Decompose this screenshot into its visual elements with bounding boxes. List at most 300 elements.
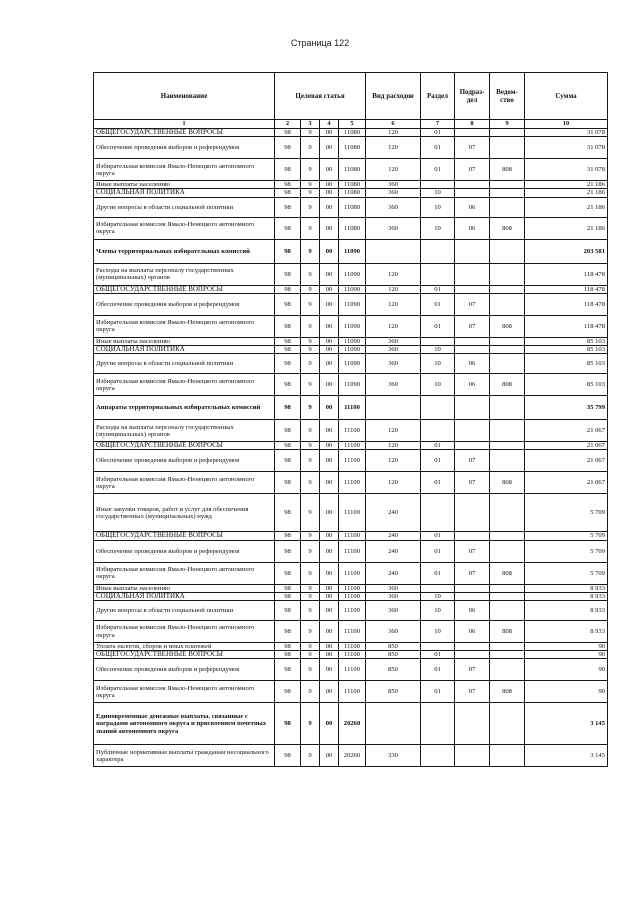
subsection-code <box>455 703 490 745</box>
section-code: 10 <box>421 601 455 621</box>
subsection-code <box>455 584 490 592</box>
subprogram-code: 9 <box>301 315 320 337</box>
department-code <box>490 197 525 217</box>
row-name: ОБЩЕГОСУДАРСТВЕННЫЕ ВОПРОСЫ <box>94 285 275 293</box>
row-name: ОБЩЕГОСУДАРСТВЕННЫЕ ВОПРОСЫ <box>94 651 275 659</box>
table-row <box>94 450 608 472</box>
direction-code: 11090 <box>339 346 366 354</box>
direction-code: 11100 <box>339 681 366 703</box>
department-code <box>490 263 525 285</box>
table-row <box>94 621 608 643</box>
department-code <box>490 584 525 592</box>
amount-value: 31 078 <box>525 159 608 181</box>
subprogram-code: 9 <box>301 745 320 767</box>
main-event-code: 00 <box>320 137 339 159</box>
department-code <box>490 651 525 659</box>
amount-value: 90 <box>525 651 608 659</box>
expense-type-code: 850 <box>366 643 421 651</box>
amount-value: 90 <box>525 643 608 651</box>
expense-type-code: 360 <box>366 592 421 600</box>
program-code: 98 <box>275 263 301 285</box>
subsection-code: 06 <box>455 621 490 643</box>
department-code <box>490 643 525 651</box>
main-event-code: 00 <box>320 239 339 263</box>
section-code <box>421 643 455 651</box>
subsection-code: 07 <box>455 315 490 337</box>
program-code: 98 <box>275 592 301 600</box>
subprogram-code: 9 <box>301 472 320 494</box>
department-code: 808 <box>490 562 525 584</box>
direction-code: 11100 <box>339 621 366 643</box>
row-name: Аппараты территориальных избирательных комиссий <box>94 396 275 420</box>
program-code: 98 <box>275 293 301 315</box>
table-row <box>94 263 608 285</box>
header-name: Наименование <box>94 73 275 120</box>
main-event-code: 00 <box>320 189 339 197</box>
table-row <box>94 745 608 767</box>
expense-type-code: 360 <box>366 374 421 396</box>
department-code <box>490 354 525 374</box>
subsection-code <box>455 643 490 651</box>
amount-value: 118 478 <box>525 293 608 315</box>
section-code: 01 <box>421 450 455 472</box>
direction-code: 11100 <box>339 450 366 472</box>
expense-type-code: 360 <box>366 337 421 345</box>
subprogram-code: 9 <box>301 651 320 659</box>
section-code: 10 <box>421 346 455 354</box>
main-event-code: 00 <box>320 293 339 315</box>
row-name: Обеспечение проведения выборов и референдумов <box>94 540 275 562</box>
row-name: Обеспечение проведения выборов и референдумов <box>94 659 275 681</box>
amount-value: 21 186 <box>525 217 608 239</box>
subsection-code <box>455 239 490 263</box>
department-code: 808 <box>490 159 525 181</box>
subsection-code <box>455 181 490 189</box>
row-name: ОБЩЕГОСУДАРСТВЕННЫЕ ВОПРОСЫ <box>94 129 275 137</box>
expense-type-code: 360 <box>366 584 421 592</box>
section-code <box>421 337 455 345</box>
section-code: 10 <box>421 354 455 374</box>
amount-value: 21 067 <box>525 420 608 442</box>
table-row <box>94 293 608 315</box>
subsection-code: 06 <box>455 354 490 374</box>
expense-type-code: 360 <box>366 197 421 217</box>
table-row <box>94 494 608 532</box>
direction-code: 20260 <box>339 703 366 745</box>
subsection-code: 06 <box>455 374 490 396</box>
column-number: 6 <box>366 120 421 129</box>
header-department: Ведом- ство <box>490 73 525 120</box>
expense-type-code: 360 <box>366 601 421 621</box>
column-number: 2 <box>275 120 301 129</box>
column-number: 7 <box>421 120 455 129</box>
department-code <box>490 189 525 197</box>
row-name: СОЦИАЛЬНАЯ ПОЛИТИКА <box>94 189 275 197</box>
expense-type-code: 360 <box>366 354 421 374</box>
subprogram-code: 9 <box>301 217 320 239</box>
table-row <box>94 562 608 584</box>
amount-value: 90 <box>525 659 608 681</box>
expense-type-code: 120 <box>366 450 421 472</box>
direction-code: 11090 <box>339 315 366 337</box>
row-name: Избирательная комиссия Ямало-Ненецкого автономного округа <box>94 159 275 181</box>
program-code: 98 <box>275 651 301 659</box>
department-code: 808 <box>490 621 525 643</box>
expense-type-code: 360 <box>366 189 421 197</box>
program-code: 98 <box>275 584 301 592</box>
main-event-code: 00 <box>320 197 339 217</box>
section-code: 10 <box>421 592 455 600</box>
direction-code: 11090 <box>339 263 366 285</box>
subprogram-code: 9 <box>301 532 320 540</box>
amount-value: 21 067 <box>525 450 608 472</box>
direction-code: 11100 <box>339 494 366 532</box>
row-name: Другие вопросы в области социальной политики <box>94 197 275 217</box>
section-code: 10 <box>421 189 455 197</box>
main-event-code: 00 <box>320 129 339 137</box>
main-event-code: 00 <box>320 621 339 643</box>
program-code: 98 <box>275 315 301 337</box>
program-code: 98 <box>275 601 301 621</box>
subprogram-code: 9 <box>301 420 320 442</box>
table-row <box>94 129 608 137</box>
subprogram-code: 9 <box>301 285 320 293</box>
expense-type-code: 120 <box>366 442 421 450</box>
table-header-row <box>94 73 608 120</box>
section-code: 01 <box>421 532 455 540</box>
main-event-code: 00 <box>320 703 339 745</box>
department-code <box>490 337 525 345</box>
subsection-code <box>455 420 490 442</box>
main-event-code: 00 <box>320 532 339 540</box>
row-name: Избирательная комиссия Ямало-Ненецкого автономного округа <box>94 562 275 584</box>
main-event-code: 00 <box>320 643 339 651</box>
section-code <box>421 745 455 767</box>
subsection-code <box>455 129 490 137</box>
amount-value: 8 933 <box>525 601 608 621</box>
main-event-code: 00 <box>320 681 339 703</box>
program-code: 98 <box>275 189 301 197</box>
row-name: Члены территориальных избирательных комиссий <box>94 239 275 263</box>
subprogram-code: 9 <box>301 592 320 600</box>
table-row <box>94 540 608 562</box>
subprogram-code: 9 <box>301 197 320 217</box>
amount-value: 85 103 <box>525 337 608 345</box>
table-row <box>94 337 608 345</box>
direction-code: 11080 <box>339 159 366 181</box>
direction-code: 11100 <box>339 659 366 681</box>
program-code: 98 <box>275 442 301 450</box>
main-event-code: 00 <box>320 659 339 681</box>
expense-type-code: 360 <box>366 217 421 239</box>
main-event-code: 00 <box>320 494 339 532</box>
table-row <box>94 681 608 703</box>
subsection-code <box>455 337 490 345</box>
expense-type-code: 360 <box>366 346 421 354</box>
amount-value: 5 709 <box>525 540 608 562</box>
program-code: 98 <box>275 396 301 420</box>
amount-value: 21 186 <box>525 189 608 197</box>
header-subsection: Подраз- дел <box>455 73 490 120</box>
expense-type-code: 850 <box>366 659 421 681</box>
subsection-code: 07 <box>455 659 490 681</box>
department-code <box>490 592 525 600</box>
table-row <box>94 659 608 681</box>
department-code: 808 <box>490 374 525 396</box>
expense-type-code: 120 <box>366 315 421 337</box>
subsection-code <box>455 189 490 197</box>
subprogram-code: 9 <box>301 659 320 681</box>
subsection-code <box>455 494 490 532</box>
amount-value: 118 478 <box>525 263 608 285</box>
subsection-code: 07 <box>455 137 490 159</box>
amount-value: 35 799 <box>525 396 608 420</box>
table-row <box>94 354 608 374</box>
table-row <box>94 420 608 442</box>
direction-code: 11100 <box>339 532 366 540</box>
subprogram-code: 9 <box>301 181 320 189</box>
direction-code: 11080 <box>339 181 366 189</box>
department-code <box>490 540 525 562</box>
table-row <box>94 217 608 239</box>
table-row <box>94 239 608 263</box>
subsection-code <box>455 651 490 659</box>
amount-value: 8 933 <box>525 584 608 592</box>
main-event-code: 00 <box>320 420 339 442</box>
row-name: Другие вопросы в области социальной политики <box>94 601 275 621</box>
main-event-code: 00 <box>320 584 339 592</box>
direction-code: 11100 <box>339 540 366 562</box>
table-row <box>94 643 608 651</box>
main-event-code: 00 <box>320 601 339 621</box>
table-row <box>94 532 608 540</box>
table-row <box>94 651 608 659</box>
row-name: Иные выплаты населению <box>94 337 275 345</box>
section-code: 01 <box>421 293 455 315</box>
program-code: 98 <box>275 703 301 745</box>
table-row <box>94 703 608 745</box>
expense-type-code <box>366 239 421 263</box>
program-code: 98 <box>275 374 301 396</box>
department-code <box>490 420 525 442</box>
subprogram-code: 9 <box>301 346 320 354</box>
subprogram-code: 9 <box>301 189 320 197</box>
program-code: 98 <box>275 472 301 494</box>
subsection-code: 07 <box>455 472 490 494</box>
program-code: 98 <box>275 659 301 681</box>
department-code <box>490 703 525 745</box>
subsection-code: 07 <box>455 159 490 181</box>
subprogram-code: 9 <box>301 643 320 651</box>
row-name: Иные закупки товаров, работ и услуг для обеспечения государственных (муниципальных) нужд <box>94 494 275 532</box>
direction-code: 11080 <box>339 217 366 239</box>
main-event-code: 00 <box>320 285 339 293</box>
expense-type-code: 850 <box>366 681 421 703</box>
row-name: Избирательная комиссия Ямало-Ненецкого автономного округа <box>94 374 275 396</box>
direction-code: 11100 <box>339 562 366 584</box>
table-row <box>94 189 608 197</box>
expense-type-code: 240 <box>366 532 421 540</box>
main-event-code: 00 <box>320 181 339 189</box>
table-row <box>94 374 608 396</box>
subsection-code: 06 <box>455 197 490 217</box>
department-code: 808 <box>490 217 525 239</box>
subprogram-code: 9 <box>301 621 320 643</box>
section-code: 01 <box>421 442 455 450</box>
direction-code: 11100 <box>339 396 366 420</box>
section-code <box>421 181 455 189</box>
amount-value: 8 933 <box>525 592 608 600</box>
column-number: 9 <box>490 120 525 129</box>
subsection-code <box>455 346 490 354</box>
budget-table <box>93 72 608 767</box>
row-name: Иные выплаты населению <box>94 584 275 592</box>
column-number: 10 <box>525 120 608 129</box>
subprogram-code: 9 <box>301 239 320 263</box>
amount-value: 5 709 <box>525 562 608 584</box>
table-body <box>94 129 608 767</box>
subsection-code <box>455 745 490 767</box>
section-code: 01 <box>421 129 455 137</box>
subprogram-code: 9 <box>301 159 320 181</box>
expense-type-code: 120 <box>366 293 421 315</box>
section-code: 01 <box>421 659 455 681</box>
column-number: 5 <box>339 120 366 129</box>
row-name: Избирательная комиссия Ямало-Ненецкого автономного округа <box>94 315 275 337</box>
expense-type-code <box>366 703 421 745</box>
department-code <box>490 396 525 420</box>
subprogram-code: 9 <box>301 263 320 285</box>
program-code: 98 <box>275 450 301 472</box>
table-row <box>94 592 608 600</box>
table-row <box>94 181 608 189</box>
amount-value: 3 145 <box>525 745 608 767</box>
direction-code: 11100 <box>339 592 366 600</box>
subsection-code: 07 <box>455 293 490 315</box>
section-code: 01 <box>421 562 455 584</box>
expense-type-code: 360 <box>366 181 421 189</box>
main-event-code: 00 <box>320 346 339 354</box>
section-code <box>421 263 455 285</box>
direction-code: 11090 <box>339 293 366 315</box>
amount-value: 85 103 <box>525 354 608 374</box>
table-row <box>94 442 608 450</box>
department-code: 808 <box>490 472 525 494</box>
direction-code: 11090 <box>339 337 366 345</box>
main-event-code: 00 <box>320 315 339 337</box>
amount-value: 21 186 <box>525 197 608 217</box>
main-event-code: 00 <box>320 263 339 285</box>
program-code: 98 <box>275 239 301 263</box>
department-code <box>490 181 525 189</box>
department-code: 808 <box>490 681 525 703</box>
direction-code: 20260 <box>339 745 366 767</box>
program-code: 98 <box>275 354 301 374</box>
expense-type-code: 120 <box>366 472 421 494</box>
table-row <box>94 584 608 592</box>
main-event-code: 00 <box>320 159 339 181</box>
section-code <box>421 420 455 442</box>
department-code <box>490 346 525 354</box>
row-name: Расходы на выплаты персоналу государственных (муниципальных) органов <box>94 420 275 442</box>
direction-code: 11080 <box>339 129 366 137</box>
expense-type-code: 120 <box>366 129 421 137</box>
program-code: 98 <box>275 129 301 137</box>
section-code: 01 <box>421 137 455 159</box>
amount-value: 31 078 <box>525 129 608 137</box>
main-event-code: 00 <box>320 396 339 420</box>
amount-value: 90 <box>525 681 608 703</box>
subprogram-code: 9 <box>301 703 320 745</box>
subprogram-code: 9 <box>301 540 320 562</box>
main-event-code: 00 <box>320 651 339 659</box>
amount-value: 21 186 <box>525 181 608 189</box>
program-code: 98 <box>275 494 301 532</box>
department-code <box>490 659 525 681</box>
row-name: Избирательная комиссия Ямало-Ненецкого автономного округа <box>94 472 275 494</box>
program-code: 98 <box>275 197 301 217</box>
header-amount: Сумма <box>525 73 608 120</box>
department-code <box>490 293 525 315</box>
row-name: Обеспечение проведения выборов и референдумов <box>94 450 275 472</box>
expense-type-code: 120 <box>366 420 421 442</box>
section-code: 01 <box>421 651 455 659</box>
department-code <box>490 494 525 532</box>
expense-type-code: 330 <box>366 745 421 767</box>
department-code <box>490 532 525 540</box>
direction-code: 11100 <box>339 651 366 659</box>
program-code: 98 <box>275 181 301 189</box>
department-code <box>490 129 525 137</box>
amount-value: 21 067 <box>525 442 608 450</box>
main-event-code: 00 <box>320 592 339 600</box>
header-section: Раздел <box>421 73 455 120</box>
main-event-code: 00 <box>320 745 339 767</box>
department-code <box>490 745 525 767</box>
subprogram-code: 9 <box>301 396 320 420</box>
table-row <box>94 137 608 159</box>
program-code: 98 <box>275 562 301 584</box>
table-row <box>94 601 608 621</box>
amount-value: 85 103 <box>525 374 608 396</box>
section-code <box>421 494 455 532</box>
amount-value: 3 145 <box>525 703 608 745</box>
column-number: 4 <box>320 120 339 129</box>
program-code: 98 <box>275 621 301 643</box>
section-code: 01 <box>421 285 455 293</box>
page-number-label: Страница 122 <box>290 38 350 48</box>
direction-code: 11080 <box>339 197 366 217</box>
subsection-code <box>455 285 490 293</box>
department-code <box>490 137 525 159</box>
section-code: 01 <box>421 159 455 181</box>
department-code <box>490 285 525 293</box>
row-name: Обеспечение проведения выборов и референдумов <box>94 293 275 315</box>
program-code: 98 <box>275 540 301 562</box>
table-row <box>94 472 608 494</box>
main-event-code: 00 <box>320 374 339 396</box>
main-event-code: 00 <box>320 354 339 374</box>
subsection-code <box>455 396 490 420</box>
program-code: 98 <box>275 137 301 159</box>
amount-value: 31 078 <box>525 137 608 159</box>
expense-type-code <box>366 396 421 420</box>
program-code: 98 <box>275 532 301 540</box>
subsection-code: 06 <box>455 217 490 239</box>
subprogram-code: 9 <box>301 442 320 450</box>
row-name: Уплата налогов, сборов и иных платежей <box>94 643 275 651</box>
main-event-code: 00 <box>320 450 339 472</box>
